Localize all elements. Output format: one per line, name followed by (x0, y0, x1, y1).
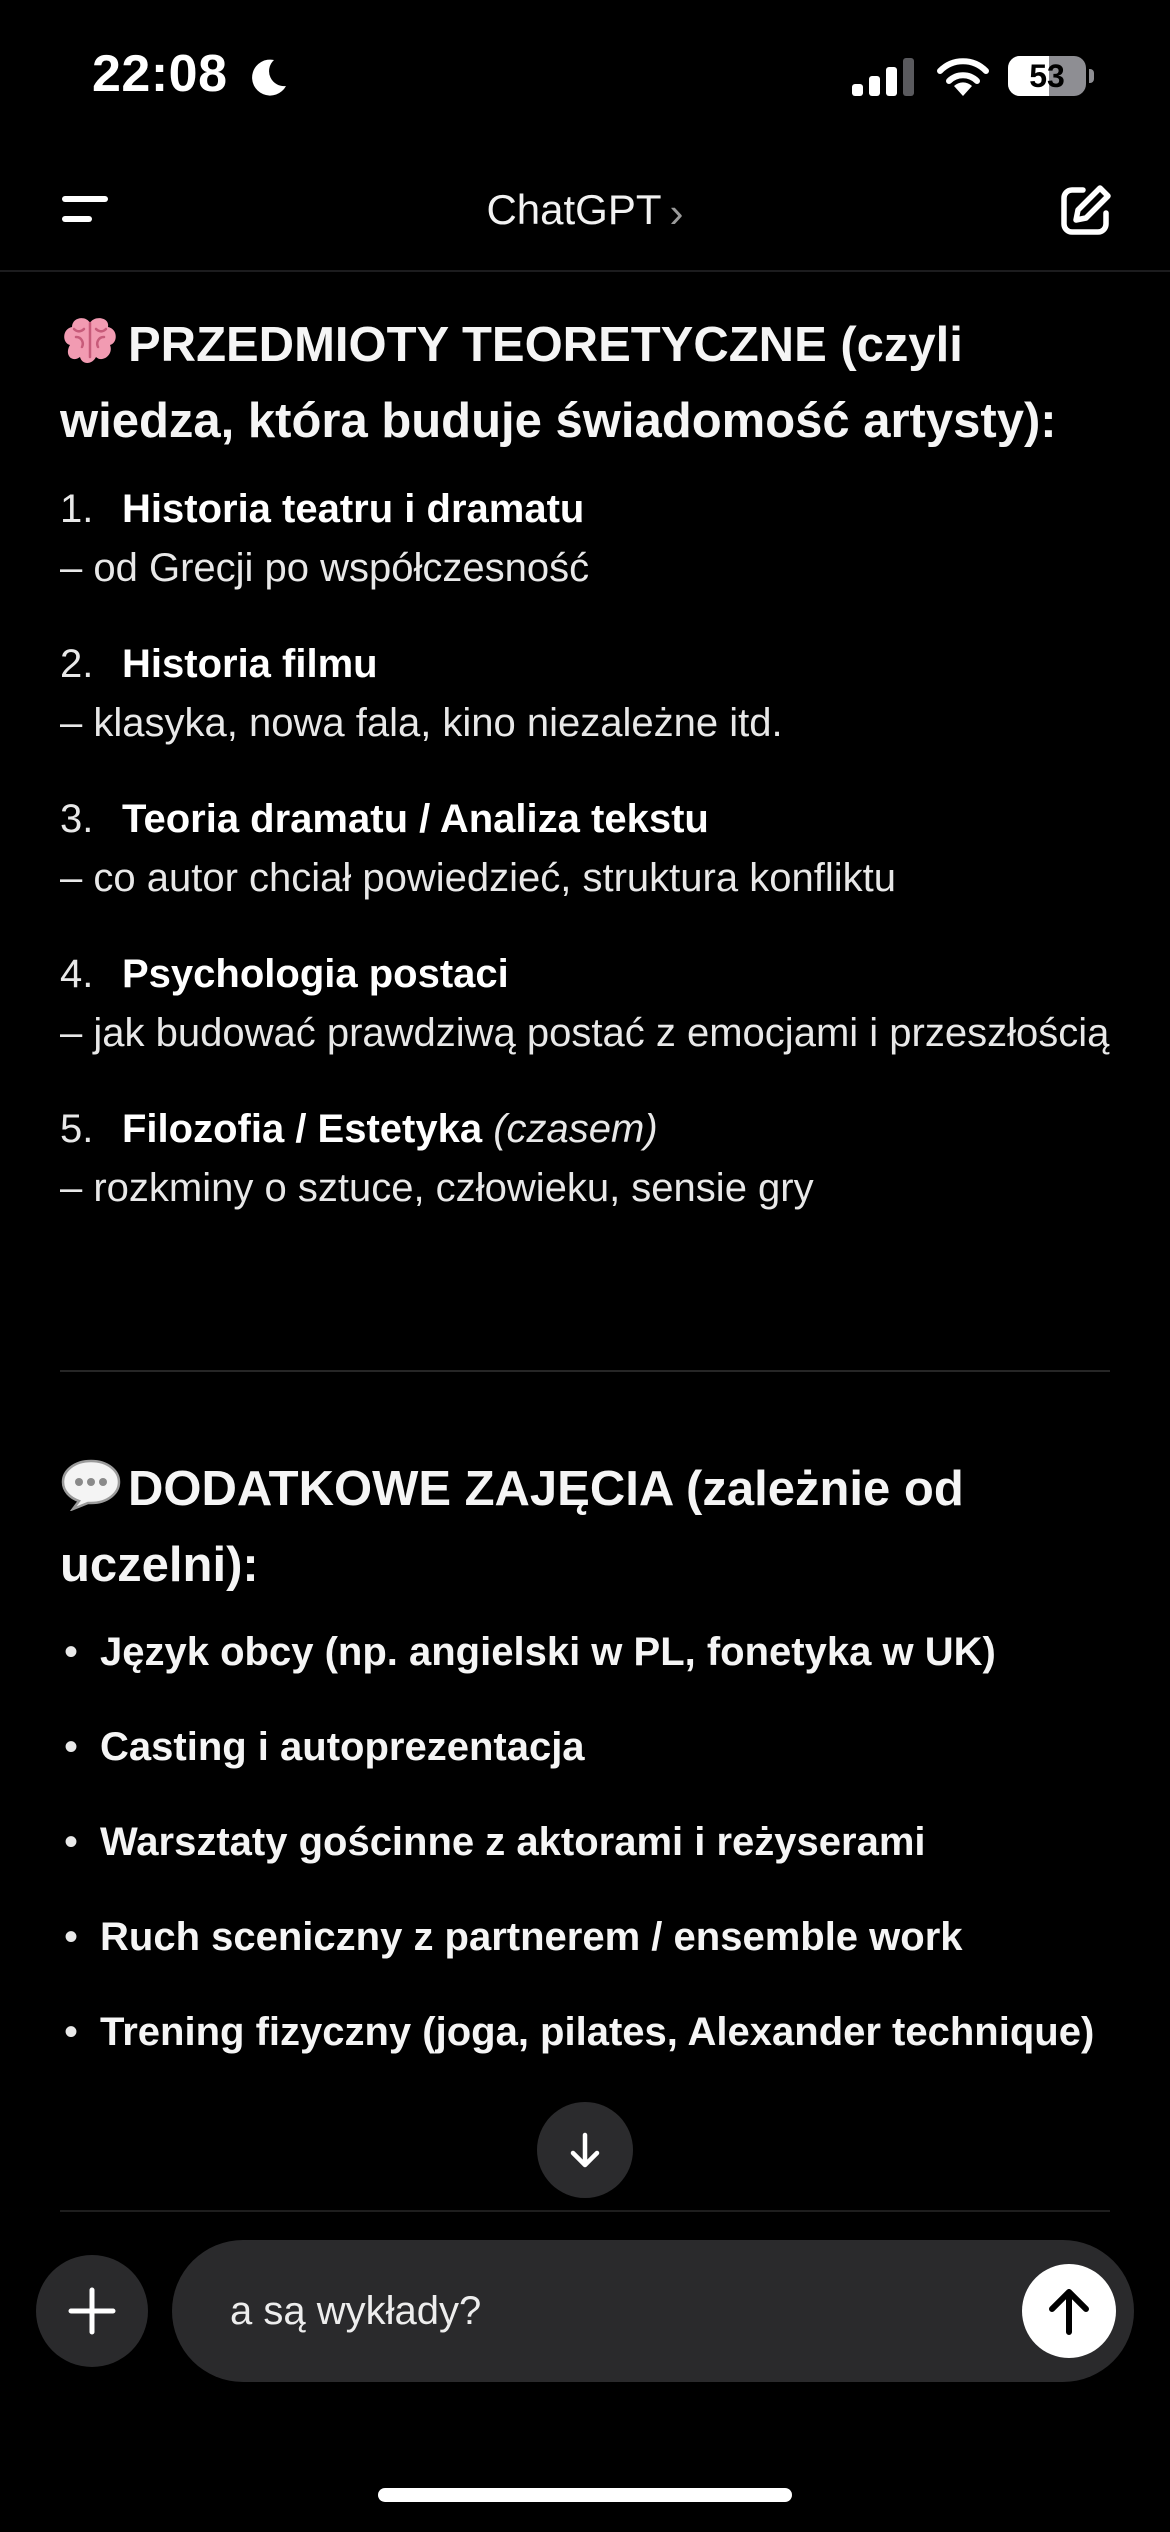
wifi-icon (935, 56, 991, 96)
list-item-number: 5. (60, 1107, 94, 1151)
list-item-description: – od Grecji po współczesność (60, 546, 590, 590)
list-item-number: 3. (60, 797, 94, 841)
new-chat-button[interactable] (1056, 180, 1116, 240)
cellular-signal-icon (852, 58, 916, 96)
brain-emoji (60, 315, 128, 386)
composer-divider (60, 2210, 1110, 2212)
message-input-text[interactable]: a są wykłady? (230, 2289, 482, 2333)
bullet-icon: • (64, 1725, 79, 1769)
speech-bubble-emoji (60, 1457, 128, 1530)
list-item (60, 1812, 1110, 1872)
bullet-icon: • (64, 1820, 79, 1864)
list-item-description: – co autor chciał powiedzieć, struktura konfliktu (60, 856, 896, 900)
list-item-number: 2. (60, 642, 94, 686)
status-time: 22:08 (92, 45, 228, 103)
list-item-description: – jak budować prawdziwą postać z emocjami i przeszłością (60, 1011, 1110, 1055)
list-item (60, 1100, 1110, 1218)
list-item (60, 480, 1110, 598)
model-selector[interactable] (0, 180, 1170, 243)
list-item (60, 790, 1110, 908)
nav-bar (0, 150, 1170, 272)
list-item (60, 1907, 1110, 1967)
list-item-title: Historia filmu (122, 642, 378, 686)
list-item-text: Casting i autoprezentacja (100, 1725, 585, 1769)
theory-subjects-list (60, 480, 1110, 1255)
nav-title: ChatGPT (486, 186, 662, 233)
list-item-description: – klasyka, nowa fala, kino niezależne itd. (60, 701, 783, 745)
moon-icon (246, 56, 290, 100)
list-item-number: 4. (60, 952, 94, 996)
list-item-title: Filozofia / Estetyka (122, 1107, 483, 1151)
chevron-right-icon: › (669, 188, 684, 236)
list-item-text: Warsztaty gościnne z aktorami i reżyserami (100, 1820, 926, 1864)
list-item (60, 2002, 1110, 2062)
send-button[interactable] (1022, 2264, 1116, 2358)
list-item (60, 945, 1110, 1063)
additional-classes-list (60, 1622, 1110, 2097)
bullet-icon: • (64, 1630, 79, 1674)
list-item (60, 1622, 1110, 1682)
list-item-title: Historia teatru i dramatu (122, 487, 585, 531)
list-item-note: (czasem) (493, 1107, 658, 1151)
list-item-number: 1. (60, 487, 94, 531)
status-bar (0, 0, 1170, 150)
list-item-title: Psychologia postaci (122, 952, 509, 996)
battery-nub (1089, 69, 1094, 83)
message-input[interactable] (172, 2240, 1134, 2382)
list-item-description: – rozkminy o sztuce, człowieku, sensie gry (60, 1166, 814, 1210)
list-item-text: Trening fizyczny (joga, pilates, Alexander technique) (100, 2010, 1095, 2054)
assistant-message (60, 270, 1110, 2190)
plus-icon (68, 2287, 116, 2335)
list-item (60, 1717, 1110, 1777)
section-heading-text: DODATKOWE ZAJĘCIA (zależnie od uczelni): (60, 1462, 964, 1592)
home-indicator (378, 2488, 792, 2502)
arrow-down-icon (565, 2130, 605, 2170)
battery-level: 53 (1029, 58, 1065, 94)
arrow-up-icon (1044, 2284, 1094, 2338)
list-item-title: Teoria dramatu / Analiza tekstu (122, 797, 709, 841)
bullet-icon: • (64, 1915, 79, 1959)
list-item (60, 635, 1110, 753)
attach-button[interactable] (36, 2255, 148, 2367)
scroll-to-bottom-button[interactable] (537, 2102, 633, 2198)
section-divider (60, 1370, 1110, 1372)
section-heading-additional (60, 1454, 1110, 1600)
list-item-text: Język obcy (np. angielski w PL, fonetyka w UK) (100, 1630, 996, 1674)
compose-icon (1056, 180, 1116, 240)
list-item-text: Ruch sceniczny z partnerem / ensemble work (100, 1915, 963, 1959)
battery-indicator (1008, 56, 1086, 96)
bullet-icon: • (64, 2010, 79, 2054)
section-heading-text: PRZEDMIOTY TEORETYCZNE (czyli wiedza, która buduje świadomość artysty): (60, 318, 1057, 448)
section-heading-theory (60, 310, 1110, 456)
